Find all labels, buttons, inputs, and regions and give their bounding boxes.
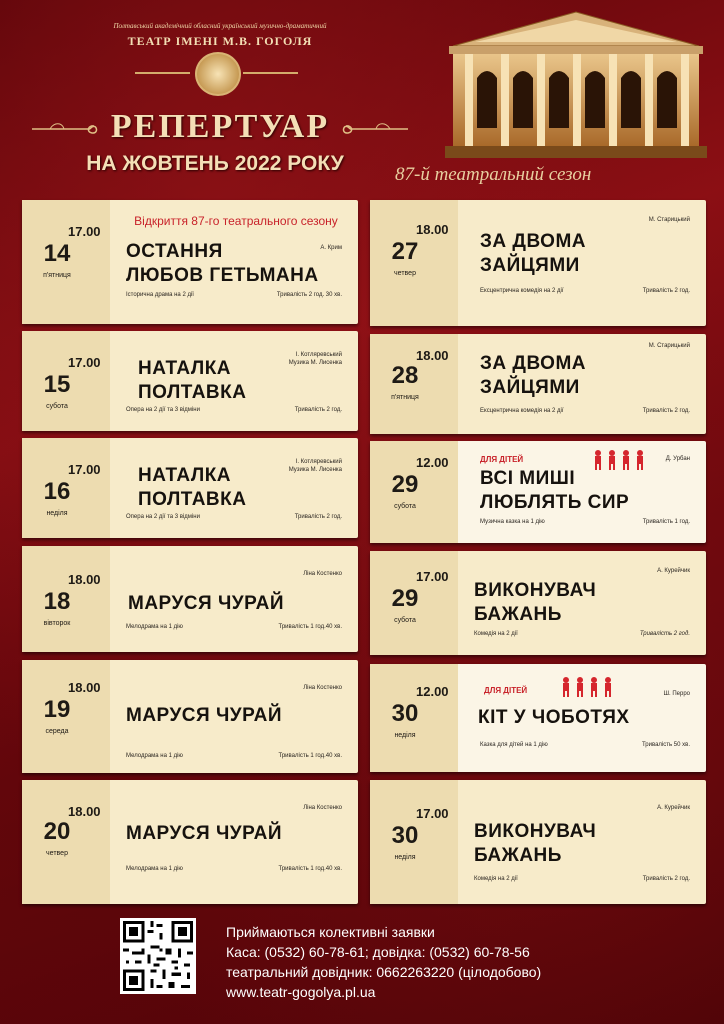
event-time: 17.00 xyxy=(68,224,101,239)
event-title-line2: ЛЮБЛЯТЬ СИР xyxy=(480,492,630,513)
event-day: 29 xyxy=(391,471,419,498)
event-card[interactable] xyxy=(22,780,358,904)
event-genre: Казка для дітей на 1 дію xyxy=(480,742,548,748)
event-author: А. Крим xyxy=(320,245,342,251)
event-weekday: неділя xyxy=(394,854,416,861)
event-title-line2: ПОЛТАВКА xyxy=(138,489,247,510)
event-author: Ліна Костенко xyxy=(303,685,342,691)
event-card[interactable] xyxy=(370,334,706,434)
event-title-line1: ОСТАННЯ xyxy=(126,241,223,262)
theatre-name: ТЕАТР ІМЕНІ М.В. ГОГОЛЯ xyxy=(127,34,313,48)
ornament-right-icon xyxy=(340,118,410,140)
event-title xyxy=(480,230,680,278)
event-card[interactable] xyxy=(370,551,706,655)
season-opening-note: Відкриття 87-го театрального сезону xyxy=(134,214,338,228)
event-title xyxy=(126,822,346,846)
event-weekday: п'ятниця xyxy=(43,272,71,279)
divider-left xyxy=(135,72,190,74)
event-genre: Історична драма на 2 дії xyxy=(126,292,194,298)
event-title-line2: БАЖАНЬ xyxy=(474,604,562,625)
event-duration: Тривалість 1 год.40 хв. xyxy=(278,624,342,630)
event-weekday: вівторок xyxy=(43,620,71,627)
event-genre: Мелодрама на 1 дію xyxy=(126,753,183,759)
event-time: 17.00 xyxy=(68,462,101,477)
event-weekday: четвер xyxy=(46,850,68,857)
event-title-line1: ВИКОНУВАЧ xyxy=(474,580,597,601)
event-weekday: п'ятниця xyxy=(391,394,419,401)
event-genre: Комедія на 2 дії xyxy=(474,631,518,637)
event-card[interactable] xyxy=(22,438,358,538)
event-weekday: субота xyxy=(394,617,416,624)
event-day: 14 xyxy=(43,240,71,267)
event-day: 28 xyxy=(391,362,419,389)
event-time: 17.00 xyxy=(68,355,101,370)
event-card[interactable] xyxy=(370,780,706,904)
event-author: М. Старицький xyxy=(648,217,690,223)
event-title xyxy=(480,467,700,515)
event-card[interactable] xyxy=(22,331,358,431)
ornament-left-icon xyxy=(30,118,100,140)
event-day: 16 xyxy=(43,478,71,505)
event-day: 29 xyxy=(391,585,419,612)
event-genre: Опера на 2 дії та 3 відміни xyxy=(126,514,200,520)
theatre-emblem-icon xyxy=(195,52,241,96)
event-title-line1: ЗА ДВОМА xyxy=(480,231,587,252)
info-phone-line: театральний довідник: 0662263220 (цілодобово) xyxy=(226,964,542,980)
event-title-line1: ЗА ДВОМА xyxy=(480,353,587,374)
event-card[interactable] xyxy=(22,200,358,324)
event-time: 18.00 xyxy=(68,572,101,587)
kids-label: ДЛЯ ДІТЕЙ xyxy=(484,686,528,695)
event-title-line1: ВИКОНУВАЧ xyxy=(474,821,597,842)
collective-orders-line: Приймаються колективні заявки xyxy=(226,924,435,940)
event-weekday: субота xyxy=(394,503,416,510)
event-genre: Ексцентрична комедія на 2 дії xyxy=(480,408,564,414)
event-day: 20 xyxy=(43,818,71,845)
event-weekday: субота xyxy=(46,403,68,410)
event-title xyxy=(138,464,338,512)
event-time: 12.00 xyxy=(416,684,449,699)
event-day: 15 xyxy=(43,371,71,398)
event-author: А. Курейчик xyxy=(657,805,690,811)
event-author: І. Котляревський Музика М. Лисенка xyxy=(288,352,342,366)
event-title-line1: НАТАЛКА xyxy=(138,358,232,379)
event-duration: Тривалість 2 год. xyxy=(639,631,690,637)
event-title-line1: НАТАЛКА xyxy=(138,465,232,486)
event-title-line1: МАРУСЯ ЧУРАЙ xyxy=(126,705,282,726)
event-author: Д. Урбан xyxy=(665,456,690,462)
event-duration: Тривалість 2 год. xyxy=(642,288,690,294)
event-duration: Тривалість 2 год. 30 хв. xyxy=(276,292,342,298)
event-time: 17.00 xyxy=(416,806,449,821)
event-duration: Тривалість 2 год. xyxy=(294,407,342,413)
event-time: 18.00 xyxy=(68,680,101,695)
event-title xyxy=(126,240,326,288)
event-duration: Тривалість 1 год.40 хв. xyxy=(278,866,342,872)
event-genre: Комедія на 2 дії xyxy=(474,876,518,882)
event-day: 19 xyxy=(43,696,71,723)
event-title xyxy=(126,704,346,728)
page-subtitle: НА ЖОВТЕНЬ 2022 РОКУ xyxy=(86,152,344,175)
event-genre: Ексцентрична комедія на 2 дії xyxy=(480,288,564,294)
phone-line: Каса: (0532) 60-78-61; довідка: (0532) 60-78-56 xyxy=(226,944,530,960)
event-author: Ліна Костенко xyxy=(303,571,342,577)
event-duration: Тривалість 50 хв. xyxy=(641,742,690,748)
event-title-line2: ЛЮБОВ ГЕТЬМАНА xyxy=(126,265,319,286)
event-weekday: четвер xyxy=(394,270,416,277)
event-title-line2: БАЖАНЬ xyxy=(474,845,562,866)
event-title-line1: МАРУСЯ ЧУРАЙ xyxy=(128,593,284,614)
event-genre: Опера на 2 дії та 3 відміни xyxy=(126,407,200,413)
event-time: 12.00 xyxy=(416,455,449,470)
event-author: М. Старицький xyxy=(648,343,690,349)
event-card-kids[interactable] xyxy=(370,664,706,772)
poster-header xyxy=(0,0,724,200)
kids-label: ДЛЯ ДІТЕЙ xyxy=(480,455,524,464)
event-day: 30 xyxy=(391,822,419,849)
event-duration: Тривалість 1 год.40 хв. xyxy=(278,753,342,759)
event-title-line1: МАРУСЯ ЧУРАЙ xyxy=(126,823,282,844)
event-title xyxy=(474,579,674,627)
event-time: 18.00 xyxy=(416,348,449,363)
organization-line: Полтавський академічний обласний український музично-драматичний xyxy=(113,22,327,30)
event-duration: Тривалість 2 год. xyxy=(294,514,342,520)
event-title xyxy=(480,352,680,400)
event-card[interactable] xyxy=(22,660,358,773)
event-card-kids[interactable] xyxy=(370,441,706,543)
event-title xyxy=(128,592,348,616)
children-figures-icon xyxy=(560,676,620,698)
event-title xyxy=(478,706,698,730)
event-time: 18.00 xyxy=(68,804,101,819)
event-author: Ліна Костенко xyxy=(303,805,342,811)
event-genre: Мелодрама на 1 дію xyxy=(126,866,183,872)
event-weekday: неділя xyxy=(394,732,416,739)
event-author: Ш. Перро xyxy=(663,691,690,697)
season-label: 87-й театральний сезон xyxy=(395,164,592,185)
event-weekday: неділя xyxy=(46,510,68,517)
event-duration: Тривалість 2 год. xyxy=(642,876,690,882)
event-title xyxy=(474,820,674,868)
event-genre: Музична казка на 1 дію xyxy=(480,519,545,525)
event-weekday: середа xyxy=(45,728,69,735)
contact-info xyxy=(226,922,706,1002)
event-author: А. Курейчик xyxy=(657,568,690,574)
divider-right xyxy=(243,72,298,74)
event-time: 18.00 xyxy=(416,222,449,237)
event-title-line2: ПОЛТАВКА xyxy=(138,382,247,403)
qr-code-icon[interactable] xyxy=(120,918,196,994)
page-title: РЕПЕРТУАР xyxy=(110,108,330,145)
event-title-line1: ВСІ МИШІ xyxy=(480,468,576,489)
event-author: І. Котляревський Музика М. Лисенка xyxy=(288,459,342,473)
event-time: 17.00 xyxy=(416,569,449,584)
theatre-building-icon xyxy=(445,8,707,158)
event-title-line2: ЗАЙЦЯМИ xyxy=(480,377,580,398)
event-duration: Тривалість 1 год. xyxy=(642,519,690,525)
event-card[interactable] xyxy=(22,546,358,652)
event-title xyxy=(138,357,338,405)
event-genre: Мелодрама на 1 дію xyxy=(126,624,183,630)
event-day: 18 xyxy=(43,588,71,615)
event-title-line2: ЗАЙЦЯМИ xyxy=(480,255,580,276)
event-card[interactable] xyxy=(370,200,706,326)
website-link[interactable]: www.teatr-gogolya.pl.ua xyxy=(226,984,376,1000)
event-day: 30 xyxy=(391,700,419,727)
event-title-line1: КІТ У ЧОБОТЯХ xyxy=(478,707,630,728)
event-duration: Тривалість 2 год. xyxy=(642,408,690,414)
event-day: 27 xyxy=(391,238,419,265)
